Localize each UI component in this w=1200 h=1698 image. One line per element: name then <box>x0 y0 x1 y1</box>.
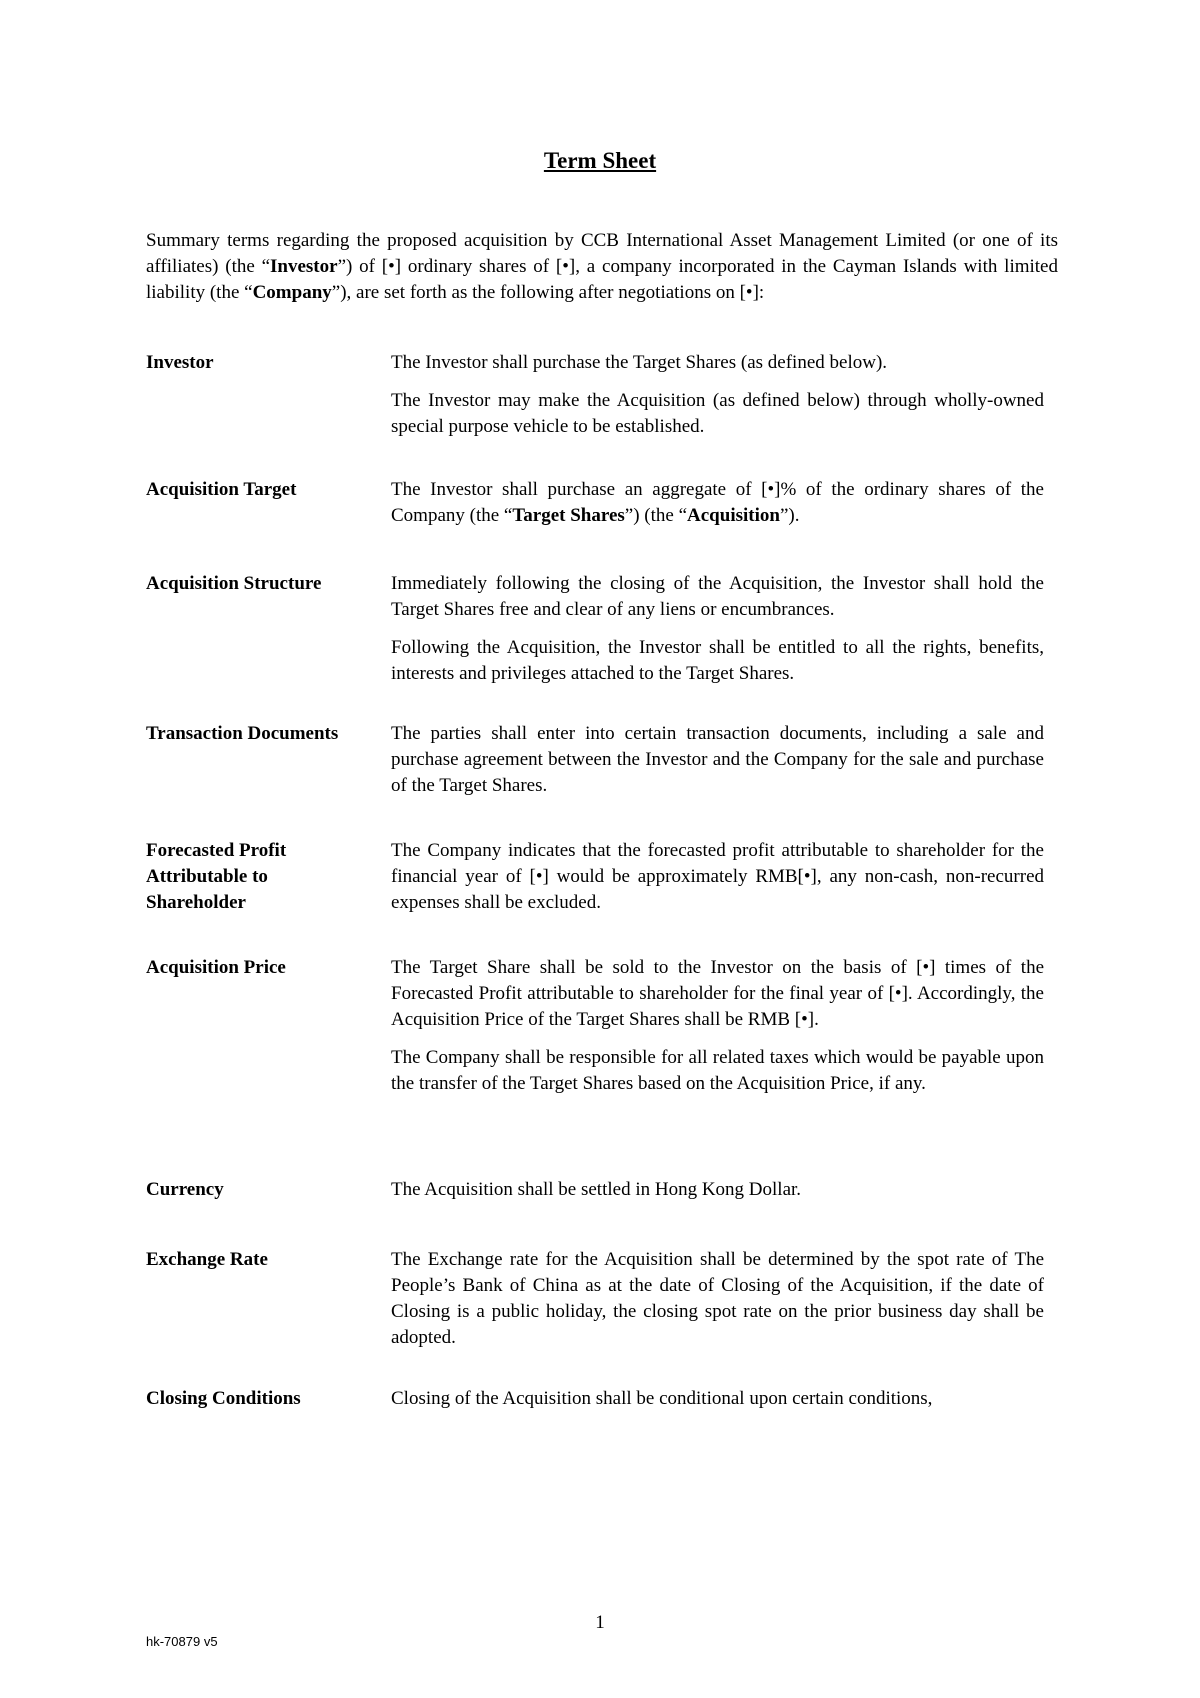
intro-paragraph <box>146 228 1058 306</box>
intro-investor-term: Investor <box>270 256 338 277</box>
term-desc-currency <box>391 1177 1044 1203</box>
term-paragraph: The Target Share shall be sold to the Investor on the basis of [•] times of the Forecasted Profit attributable to shareholder for the final year of [•]. Accordingly, the Acquisition Price of the Target Shares shall be RMB [•]. <box>391 957 1044 1030</box>
term-label-transaction-documents: Transaction Documents <box>146 723 339 744</box>
term-label-currency: Currency <box>146 1179 224 1200</box>
term-label-line: Attributable to <box>146 866 268 887</box>
term-desc-investor <box>391 350 1044 440</box>
term-desc-acquisition-price <box>391 955 1044 1097</box>
intro-text-1: Summary terms regarding the proposed acquisition by CCB International Asset Management Limited (or one of its affiliates) (the “ <box>146 230 1058 277</box>
term-label-exchange-rate: Exchange Rate <box>146 1249 268 1270</box>
term-desc-exchange-rate <box>391 1247 1044 1351</box>
document-reference-id: hk-70879 v5 <box>146 1634 218 1649</box>
term-label-investor: Investor <box>146 352 214 373</box>
intro-text-3: ”), are set forth as the following after negotiations on [•]: <box>331 282 765 303</box>
term-desc-acquisition-structure <box>391 571 1044 687</box>
term-paragraph <box>391 477 1044 529</box>
term-label-acquisition-structure: Acquisition Structure <box>146 573 322 594</box>
defined-term-target-shares: Target Shares <box>512 505 625 526</box>
term-desc-transaction-documents <box>391 721 1044 799</box>
term-desc-closing-conditions <box>391 1386 1044 1412</box>
term-paragraph: Following the Acquisition, the Investor shall be entitled to all the rights, benefits, interests and privileges attached to the Target Shares. <box>391 637 1044 684</box>
intro-company-term: Company <box>252 282 332 303</box>
term-paragraph: The Acquisition shall be settled in Hong Kong Dollar. <box>391 1179 802 1200</box>
term-label-forecasted-profit <box>146 838 381 916</box>
term-paragraph: Immediately following the closing of the Acquisition, the Investor shall hold the Target Shares free and clear of any liens or encumbrances. <box>391 573 1044 620</box>
term-label-line: Shareholder <box>146 892 246 913</box>
document-title: Term Sheet <box>543 148 657 173</box>
term-paragraph: The Company shall be responsible for all related taxes which would be payable upon the transfer of the Target Shares based on the Acquisition Price, if any. <box>391 1047 1044 1094</box>
term-paragraph: The Investor may make the Acquisition (as defined below) through wholly-owned special purpose vehicle to be established. <box>391 390 1044 437</box>
term-label-line: Forecasted Profit <box>146 840 287 861</box>
term-desc-forecasted-profit <box>391 838 1044 916</box>
term-desc-acquisition-target <box>391 477 1044 529</box>
term-label-acquisition-target: Acquisition Target <box>146 479 297 500</box>
term-text: The Investor shall purchase an aggregate of [•]% of the ordinary shares of the Company (the “ <box>391 479 1044 526</box>
term-label-acquisition-price: Acquisition Price <box>146 957 286 978</box>
term-label-closing-conditions: Closing Conditions <box>146 1388 301 1409</box>
term-paragraph: The Exchange rate for the Acquisition shall be determined by the spot rate of The People’s Bank of China as at the date of Closing of the Acquisition, if the date of Closing is a public holiday, the closing spot rate on the prior business day shall be adopted. <box>391 1249 1044 1348</box>
term-paragraph: Closing of the Acquisition shall be conditional upon certain conditions, <box>391 1388 933 1409</box>
defined-term-acquisition: Acquisition <box>687 505 780 526</box>
term-text: ”). <box>779 505 800 526</box>
term-text: ”) (the “ <box>624 505 688 526</box>
term-paragraph: The Investor shall purchase the Target Shares (as defined below). <box>391 352 888 373</box>
term-paragraph: The Company indicates that the forecasted profit attributable to shareholder for the financial year of [•] would be approximately RMB[•], any non-cash, non-recurred expenses shall be excluded. <box>391 840 1044 913</box>
term-paragraph: The parties shall enter into certain transaction documents, including a sale and purchase agreement between the Investor and the Company for the sale and purchase of the Target Shares. <box>391 723 1044 796</box>
intro-text-2: ”) of [•] ordinary shares of [•], a company incorporated in the Cayman Islands with limited liability (the “ <box>146 256 1058 303</box>
page-number: 1 <box>595 1612 605 1633</box>
